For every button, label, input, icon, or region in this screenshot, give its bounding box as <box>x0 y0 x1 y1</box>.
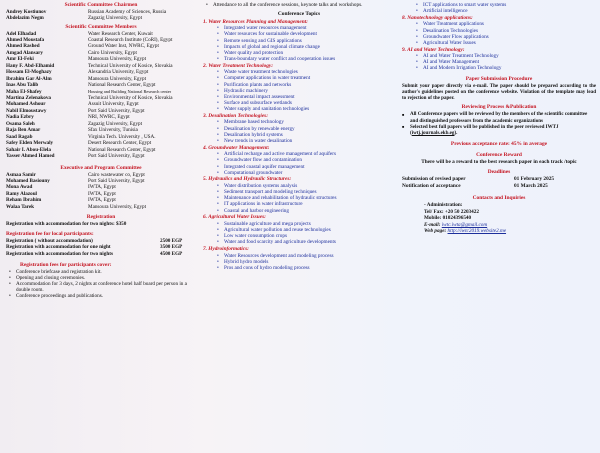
topic-items <box>203 221 395 246</box>
contact-block <box>402 202 596 235</box>
contact-tel: Tel/ Fax: +20 50 2203422 <box>424 208 479 215</box>
cover-item: • Opening and closing ceremonies. <box>6 275 196 281</box>
topic-item: • Purification plants and networks <box>217 82 395 88</box>
topic-item: • Maintenance and rehabilitation of hydraulic structures <box>217 195 395 201</box>
topic-item: • Artificial recharge and active management of aquifers <box>217 151 395 157</box>
topics-continued <box>402 15 596 72</box>
person-affiliation: Assuit University, Egypt <box>88 101 139 108</box>
topic-item: • Sustainable agriculture and mega projects <box>217 221 395 227</box>
deadlines-heading: Deadlines <box>487 169 511 176</box>
local-fees-heading: Registration fee for local participants: <box>6 230 94 237</box>
person-name: Nadia Ezbry <box>6 114 34 121</box>
fee-label: Registration with accommodation for one night <box>6 244 111 251</box>
person-affiliation: Cairo University, Egypt <box>88 49 137 56</box>
column-procedures <box>402 0 596 453</box>
person-affiliation: Technical University of Kosice, Slovakia <box>88 95 173 102</box>
person-name: Asmaa Samir <box>6 171 36 178</box>
submission-text: Submit your paper directly via e-mail. The paper should be prepared according to the author's guidelines posted on the conference website. Violation of the template may lead to rejection of the paper. <box>402 82 596 102</box>
cover-item: • Accommodation for 3 days, 2 nights at conference hotel half board per person in a double room. <box>6 281 196 293</box>
fee-row <box>6 244 196 251</box>
topic-item: • Remote sensing and GIS applications <box>217 38 395 44</box>
person-name: Yasser Ahmed Hamed <box>6 153 55 160</box>
topic-title: 4. Groundwater Management: <box>203 144 270 151</box>
person-affiliation: Zagazig University, Egypt <box>88 120 143 127</box>
topics-top-bullets <box>203 2 395 8</box>
topic-item: • Agricultural Water Issues <box>416 40 596 46</box>
person-name: Osama Saleh <box>6 120 35 127</box>
person-affiliation: Mansoura University, Egypt <box>88 203 147 210</box>
bullet-item: • Attendance to all the conference sessions, keynote talks and workshops. <box>203 2 395 8</box>
deadline-label: Submission of revised paper <box>402 176 466 183</box>
topic-title: 3. Desalination Technologies: <box>203 112 268 119</box>
topic-title: 5. Hydraulics and Hydraulic Structures: <box>203 176 292 183</box>
web-link[interactable]: http://iwtc2019.website2.me <box>447 228 507 235</box>
topic-item: • Desalination by renewable energy <box>217 126 395 132</box>
person-name: Ramy Alazoul <box>6 190 37 197</box>
person-affiliation: National Research Center, Egypt <box>88 146 156 153</box>
topic-item: • Waste water treatment technologies <box>217 69 395 75</box>
topic-item: • Water supply and sanitation technologies <box>217 106 395 112</box>
topic-item: • Groundwater flow and contamination <box>217 157 395 163</box>
person-affiliation: IWTA, Egypt <box>88 190 116 197</box>
fee-row <box>6 238 196 245</box>
fee-label: Registration ( without accommodation) <box>6 237 93 244</box>
topic-items <box>402 53 596 71</box>
acceptance-rate: Previous acceptance rate: 45% in average <box>450 140 548 147</box>
person-name: Martina Zelenakova <box>6 95 51 102</box>
topic-item: • Membrane based technology <box>217 119 395 125</box>
person-name: Ahmed Moustafa <box>6 36 45 43</box>
topic-item: • Hydraulic machinery <box>217 88 395 94</box>
column-topics <box>203 0 395 453</box>
person-affiliation: Technical University of Kosice, Slovakia <box>88 62 173 69</box>
person-affiliation: IWTA, Egypt <box>88 184 116 191</box>
topic-item: • Water resources for sustainable development <box>217 31 395 37</box>
bullet-item: • Artificial intelligence <box>416 8 596 14</box>
person-affiliation: National Research Center, Egypt <box>88 82 156 89</box>
topic-item: • New trends in water desalination <box>217 138 395 144</box>
web-label: Web page: <box>424 228 447 235</box>
person-name: Walaa Tarek <box>6 203 35 210</box>
cover-item: • Conference briefcase and registration kit. <box>6 269 196 275</box>
person-affiliation: Zagazig University, Egypt <box>88 15 143 22</box>
person-affiliation: IWTA, Egypt <box>88 197 116 204</box>
topic-item: • Groundwater Flow applications <box>416 34 596 40</box>
topic-item: • Computational groundwater <box>217 170 395 176</box>
topics-continued-bullets <box>402 2 596 14</box>
person-name: Hany F. Abd-Elhamid <box>6 62 55 69</box>
topic-item: • Hybrid hydro models <box>217 259 395 265</box>
person-name: Amgad Alansary <box>6 49 43 56</box>
email-label: E-mail: <box>424 221 441 228</box>
deadline-date: 01 February 2025 <box>514 176 555 183</box>
topic-item: • Environmental impact assessment <box>217 94 395 100</box>
exec-heading: Executive and Program Committee <box>60 164 142 171</box>
fee-value: 3500 EGP <box>160 244 183 251</box>
topic-item: • Surface and subsurface wetlands <box>217 100 395 106</box>
exec-list <box>6 172 196 211</box>
topic-items <box>203 253 395 271</box>
topics-heading: Conference Topics <box>277 11 321 18</box>
person-name: Ibrahim Gar Al-Alm <box>6 75 52 82</box>
contacts-heading: Contacts and Inquiries <box>472 195 526 202</box>
topic-items <box>203 119 395 144</box>
person-affiliation: Mansoura University, Egypt <box>88 56 147 63</box>
local-fees-list <box>6 238 196 258</box>
reward-heading: Conference Reward <box>476 151 522 158</box>
fee-value: 4500 EGP <box>160 251 183 258</box>
topic-items <box>203 151 395 176</box>
topic-item: • AI and Water Treatment Technology <box>416 53 596 59</box>
person-name: Safey Elden Merwaly <box>6 140 54 147</box>
person-name: Inas Abu Talib <box>6 82 39 89</box>
person-name: Nabil Elmoustawy <box>6 107 47 114</box>
topic-item: • Impacts of global and regional climate change <box>217 44 395 50</box>
topic-item: • Integrated coastal aquifer management <box>217 164 395 170</box>
person-name: Amr El-Feki <box>6 56 34 63</box>
person-name: Maha El-Shafey <box>6 88 42 95</box>
person-affiliation: Water Research Center, Kuwait <box>88 30 153 37</box>
review-item: ■ All Conference papers will be reviewed by the members of the scientific committee and distinguished professors from the academic organizations <box>402 111 596 123</box>
topic-item: • Low water consumption crops <box>217 233 395 239</box>
topic-item: • Water Treatment applications <box>416 21 596 27</box>
person-affiliation: Alexandria University, Egypt <box>88 69 149 76</box>
reward-text: There will be a reward to the best research paper in each track /topic <box>421 158 577 165</box>
topic-items <box>203 25 395 62</box>
topic-item: • Computer applications in water treatment <box>217 75 395 81</box>
contact-mobile: Mobile: 01024396540 <box>424 215 472 222</box>
person-affiliation: Housing and Building National Research center <box>88 88 172 94</box>
person-row <box>6 204 196 210</box>
topic-items <box>402 21 596 46</box>
person-affiliation: Ground Water Inst, NWRC, Egypt <box>88 43 159 50</box>
person-affiliation: Coastal Research Institute (CoRI), Egypt <box>88 36 173 43</box>
registration-heading: Registration <box>86 214 116 221</box>
person-affiliation: Port Said University, Egypt <box>88 107 145 114</box>
person-affiliation: Russian Academy of Sciences, Russia <box>88 8 167 15</box>
person-name: Adel Elhadad <box>6 30 37 37</box>
topic-item: • Integrated water resources management <box>217 25 395 31</box>
person-name: Mohamed Basiouny <box>6 178 50 185</box>
person-row <box>6 153 196 159</box>
deadline-label: Notification of acceptance <box>402 182 461 189</box>
topic-item: • IT applications in water infrastructure <box>217 201 395 207</box>
person-name: Mona Awad <box>6 184 33 191</box>
topic-item: • Water Resources development and modeling process <box>217 253 395 259</box>
person-affiliation: Port Said University, Egypt <box>88 178 145 185</box>
cover-item: • Conference proceedings and publications. <box>6 293 196 299</box>
person-name: Andrey Kostiunov <box>6 8 47 15</box>
person-affiliation: Desert Research Center, Egypt <box>88 140 152 147</box>
journal-link[interactable]: iwtj.journals.ekb.eg <box>411 129 455 136</box>
column-committees <box>6 0 196 453</box>
topics-list <box>203 19 395 271</box>
person-affiliation: Virginia Tech. University , USA. <box>88 133 156 140</box>
person-name: Sahair I. Abou-Elela <box>6 146 51 153</box>
submission-heading: Paper Submission Procedure <box>465 75 533 82</box>
covers-list <box>6 269 196 300</box>
deadline-row <box>402 183 596 190</box>
review-list <box>402 111 596 136</box>
members-heading: Scientific Committee Members <box>65 23 137 30</box>
members-list <box>6 31 196 160</box>
chairmen-heading: Scientific Committee Chairmen <box>64 1 138 8</box>
person-affiliation: Mansoura University, Egypt <box>88 75 147 82</box>
deadlines-list <box>402 176 596 189</box>
person-name: Mohamed Ashour <box>6 101 46 108</box>
topic-title: 1. Water Resources Planning and Management: <box>203 18 308 25</box>
covers-heading: Registration fees for participants cover: <box>20 261 112 268</box>
topic-title: 2. Water Treatment Technology: <box>203 62 274 69</box>
topic-item: • Desalination Technologies <box>416 28 596 34</box>
topic-item: • Sediment transport and modeling techniques <box>217 189 395 195</box>
topic-title: 8. Nanotechnology applications: <box>402 14 473 21</box>
topic-item: • Agricultural water pollution and reuse technologies <box>217 227 395 233</box>
topic-item: • Water distribution systems analysis <box>217 183 395 189</box>
person-affiliation: Sfax University, Tunisia <box>88 127 138 134</box>
topic-item: • Coastal and harbor engineering <box>217 208 395 214</box>
person-name: Ahmed Rashed <box>6 43 40 50</box>
fee-label: Registration with accommodation for two nights <box>6 251 113 258</box>
topic-item: • Desalination hybrid systems <box>217 132 395 138</box>
topic-item: • Water quality and protection <box>217 50 395 56</box>
email-link[interactable]: iwtc.iwta@gmail.com <box>441 221 488 228</box>
topic-title: 6. Agricultural Water Issues: <box>203 214 266 221</box>
deadline-date: 01 March 2025 <box>514 182 548 189</box>
fee-value: 2500 EGP <box>160 237 183 244</box>
person-name: Reham Ibrahim <box>6 197 42 204</box>
topic-items <box>203 183 395 214</box>
topic-items <box>203 69 395 112</box>
person-affiliation: Cairo wastewater co, Egypt <box>88 171 145 178</box>
topic-item: • Water and food scarcity and agriculture developments <box>217 239 395 245</box>
topic-title: 9. AI and Water Technology: <box>402 46 465 53</box>
topic-item: • Trans-boundary water conflict and cooperation issues <box>217 56 395 62</box>
registration-line: Registration with accommodation for two nights: $350 <box>6 221 127 228</box>
chairmen-list <box>6 9 196 22</box>
topic-item: • AI and Water Management <box>416 59 596 65</box>
person-name: Hossam El-Moghazy <box>6 69 52 76</box>
contact-title: - Administration: <box>424 202 463 209</box>
bullet-item: • ICT applications to smart water systems <box>416 2 596 8</box>
fee-row <box>6 251 196 258</box>
person-row <box>6 15 196 21</box>
topic-title: 7. Hydroinformatics: <box>203 246 249 252</box>
person-name: Raja Ben Amar <box>6 127 41 134</box>
person-name: Abdelazim Negm <box>6 15 44 22</box>
person-affiliation: NRI, NWRC, Egypt <box>88 114 130 121</box>
deadline-row <box>402 176 596 183</box>
person-affiliation: Port Said University, Egypt <box>88 153 145 160</box>
person-name: Saad Ragab <box>6 133 33 140</box>
review-item: ■ Selected best full papers will be published in the peer reviewed IWTJ (iwtj.journals.ekb.eg). <box>402 124 596 136</box>
review-heading: Reviewing Process &Publication <box>461 104 537 111</box>
topic-item: • AI and Modern Irrigation Technology <box>416 65 596 71</box>
topic-item: • Pros and cons of hydro modeling process <box>217 265 395 271</box>
